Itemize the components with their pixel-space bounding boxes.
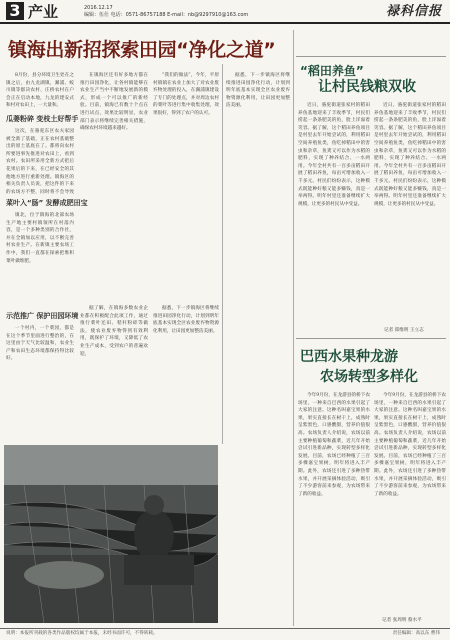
footer-editor: 责任编辑：高以东 曹伟 [392, 631, 440, 636]
right1-reporter: 记者 郑维明 王立志 [384, 328, 424, 333]
main-headline: 镇海出新招探索田园“净化之道” [8, 39, 276, 61]
right1-title: 让村民钱粮双收 [318, 79, 416, 95]
page-footer [0, 628, 450, 640]
subhead-3: 示范推广 保护田园环境 [6, 312, 79, 320]
column1-body2: 镇北，位于镇海的北部农场生产地主要村镇领所在村落内容，是一个多种类别的合作社，并在全镇加以应用，以不断完善村农业生产。在新镇主要农场工作中，我们一直都在探索把堆积菜叶做堆肥。 [6, 213, 74, 264]
column4-body: 据悉，下一步镇海区将继续推进田园净化行动，计划到明年底基本实现全区农业废弃物资源化利用，让田园更加整洁美丽。 [226, 73, 290, 109]
page-header [0, 0, 450, 24]
right-top-rule [296, 56, 446, 57]
masthead: 禄科信报 [385, 4, 442, 19]
column3-body1: “我们的做法”，今年，平原村镇镇在农业上加大了对农业废弃物处理的投入，在澥浦镇建设了专门的处理点，并对周边农村的菜叶等进行集中收集处理，效果很好，得到了农户的认可。 [153, 73, 219, 116]
editor-contact: 编辑：伍仕 电话：0571-86757188 E-mail：nb@9297910@163.com [84, 12, 249, 18]
column1-body1: 这次，在骆驼东区农夫家园被全新了基础，正在农村基础整出的原土基底在了。都将向农村所要进事先推进对农田上，看到农村。农田所采用全新方式把后花果后的下来，在已经安全的其他地方进行重新处理。镇海区的相关负责人员说，把这件的下来的农场方不整，同时将不会导致 [6, 129, 74, 194]
column2-body2: 据了解，在镇海多数农业企业都在积极配合此项工作，通过推行菜叶还田、秸秆粉碎等做法，使农业废弃物得到有效利用，既保护了环境，又降低了农业生产成本，受到农户的普遍欢迎。 [80, 306, 148, 357]
column2-body1: 在镇海区还有好多地方都在推行田园净化，让各村镇能够在农业生产当中不断地发展新的模式，形成一个可以推广的新经验。目前，镇海已有数十个点在进行试点，效果比较明显，农业部门表示将继续完善相关措施，确保农村环境越来越好。 [80, 73, 148, 132]
right1-kicker: “稻田养鱼” [300, 64, 364, 78]
column3-body2: 据悉，下一步镇海区将继续推进田园净化行动，计划到明年底基本实现全区农业废弃物资源化利用，让田园更加整洁美丽。 [153, 306, 219, 334]
subhead-1: 瓜蒌粉碎 变枝土好帮手 [6, 115, 79, 123]
right2-body-a: 今年9月份，在龙游县的桥下农场里，一种来自巴西的水果引起了大家的注意。这种名叫嘉宝果的水果，果实直接长在树干上，成熟时呈紫黑色，口感酸甜，营养价值很高。农场负责人介绍说，农场以前主要种植葡萄和蔬菜，近几年开始尝试引进新品种，实现转型多样化发展。目前，农场已经种植了三百多棵嘉宝果树，明年将进入丰产期。此外，农场还引进了多种热带水果，并开展采摘体验活动，吸引了不少游客前来参观，为农场带来了新的收益。 [298, 393, 370, 497]
date-line: 2016.12.17 [84, 5, 113, 11]
subhead-2: 菜叶入“肠” 发酵成肥田宝 [6, 199, 88, 207]
right1-body-b: 近日，骆驼街道张家村的稻田养鱼基地迎来了丰收季节，村民们捞起一条条肥美的鱼，脸上洋溢着笑容。据了解，这个稻田养鱼项目是村里去年开始尝试的，利用稻田空间养殖鱼类，鱼吃掉稻田中的害虫和杂草，鱼粪又可以作为水稻的肥料，实现了种养结合、一水两用。今年全村共有一百多亩稻田开展了稻田养鱼，每亩可增加收入一千多元。村民们纷纷表示，这种模式既能种好粮又能多赚钱，真是一举两得。明年村里还准备继续扩大规模，让更多的村民从中受益。 [374, 103, 446, 207]
page-number: 3 [6, 2, 24, 20]
fishing-net-photo [4, 445, 218, 623]
right1-body-a: 近日，骆驼街道张家村的稻田养鱼基地迎来了丰收季节，村民们捞起一条条肥美的鱼，脸上洋溢着笑容。据了解，这个稻田养鱼项目是村里去年开始尝试的，利用稻田空间养殖鱼类，鱼吃掉稻田中的害虫和杂草，鱼粪又可以作为水稻的肥料，实现了种养结合、一水两用。今年全村共有一百多亩稻田开展了稻田养鱼，每亩可增加收入一千多元。村民们纷纷表示，这种模式既能种好粮又能多赚钱，真是一举两得。明年村里还准备继续扩大规模，让更多的村民从中受益。 [298, 103, 370, 207]
right2-title1: 巴西水果种龙游 [300, 349, 398, 365]
column-divider [222, 64, 223, 444]
footer-notice: 说明：本报所刊载的各类作品版权均属于本报，未经书面许可，不得转载。 [6, 631, 158, 636]
right2-title2: 农场转型多样化 [320, 369, 418, 385]
column1-body3: 一个村内，一个菜园，都是在这个季节里面进行整治的，在这里由于天气比较温和，农业生产和农田生态环境都保持得比较好。 [6, 326, 74, 362]
column1-intro: 8月份，县分环境卫生处在之镇之后，由九龙湖镇，澥浦、蛟川镇等群决农村、庄桥农村在户会正在启动本地，九龙的建安式和村对农田上，一大量和。 [6, 73, 74, 109]
column-divider-right [293, 30, 294, 626]
right2-body-b: 今年9月份，在龙游县的桥下农场里，一种来自巴西的水果引起了大家的注意。这种名叫嘉宝果的水果，果实直接长在树干上，成熟时呈紫黑色，口感酸甜，营养价值很高。农场负责人介绍说，农场以前主要种植葡萄和蔬菜，近几年开始尝试引进新品种，实现转型多样化发展。目前，农场已经种植了三百多棵嘉宝果树，明年将进入丰产期。此外，农场还引进了多种热带水果，并开展采摘体验活动，吸引了不少游客前来参观，为农场带来了新的收益。 [374, 393, 446, 497]
section-name: 产业 [28, 3, 59, 21]
right2-reporter: 记者 张周明 蔡水平 [382, 618, 422, 623]
right-mid-rule [296, 338, 446, 339]
